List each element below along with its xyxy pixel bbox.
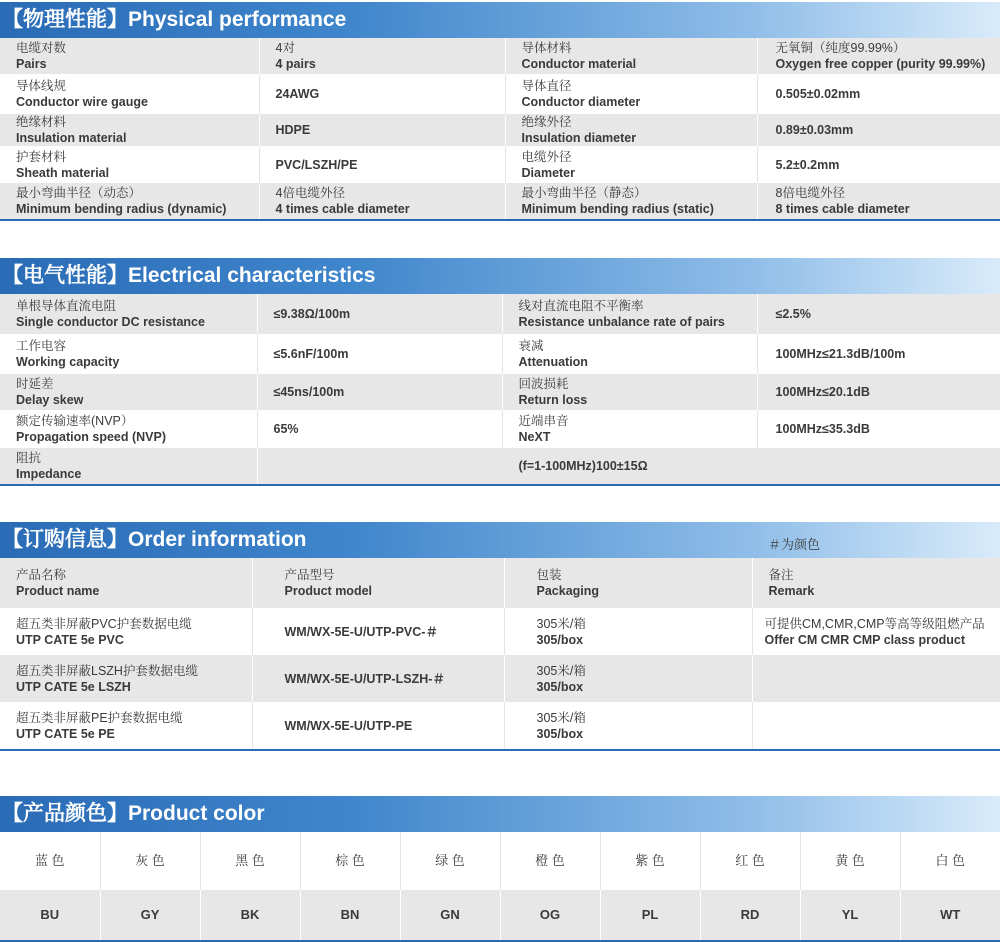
table-row xyxy=(0,183,1000,219)
remark-cell xyxy=(752,702,1000,749)
section-divider xyxy=(0,219,1000,221)
color-name: 蓝 色 xyxy=(0,832,100,890)
name-cell: 超五类非屏蔽LSZH护套数据电缆 UTP CATE 5e LSZH xyxy=(0,655,252,702)
label-cell: 阻抗 Impedance xyxy=(0,448,257,484)
color-name: 红 色 xyxy=(700,832,800,890)
table-row xyxy=(0,334,1000,374)
color-name: 绿 色 xyxy=(400,832,500,890)
impedance-row xyxy=(0,448,1000,484)
label-cell: 额定传输速率(NVP） Propagation speed (NVP) xyxy=(0,410,257,448)
value-cell: 8倍电缆外径 8 times cable diameter xyxy=(757,183,1000,219)
electrical-section xyxy=(0,258,1000,486)
label-cell: 最小弯曲半径（动态） Minimum bending radius (dynamic) xyxy=(0,183,259,219)
color-name: 黄 色 xyxy=(800,832,900,890)
label-cell: 工作电容 Working capacity xyxy=(0,334,257,374)
color-name: 白 色 xyxy=(900,832,1000,890)
table-row xyxy=(0,374,1000,410)
model-cell: WM/WX-5E-U/UTP-PVC-＃ xyxy=(252,608,504,655)
color-code: RD xyxy=(700,890,800,940)
color-title: 【产品颜色】Product color xyxy=(2,802,265,825)
header-cell: 产品型号 Product model xyxy=(252,558,504,608)
color-name: 棕 色 xyxy=(300,832,400,890)
section-divider xyxy=(0,484,1000,486)
label-cell: 线对直流电阻不平衡率 Resistance unbalance rate of pairs xyxy=(502,294,757,334)
remark-cell: 可提供CM,CMR,CMP等高等级阻燃产品 Offer CM CMR CMP class product xyxy=(752,608,1000,655)
label-cell: 近端串音 NeXT xyxy=(502,410,757,448)
pack-cell: 305米/箱 305/box xyxy=(504,702,752,749)
value-cell: 5.2±0.2mm xyxy=(757,146,1000,183)
pack-cell: 305米/箱 305/box xyxy=(504,608,752,655)
label-cell: 衰减 Attenuation xyxy=(502,334,757,374)
value-cell: ≤45ns/100m xyxy=(257,374,502,410)
value-cell: 无氧铜（纯度99.99%） Oxygen free copper (purity 99.99%) xyxy=(757,38,1000,74)
label-cell: 回波损耗 Return loss xyxy=(502,374,757,410)
color-code: WT xyxy=(900,890,1000,940)
model-cell: WM/WX-5E-U/UTP-LSZH-＃ xyxy=(252,655,504,702)
order-banner xyxy=(0,522,1000,558)
header-cell: 产品名称 Product name xyxy=(0,558,252,608)
label-cell: 单根导体直流电阻 Single conductor DC resistance xyxy=(0,294,257,334)
label-cell: 导体直径 Conductor diameter xyxy=(505,74,757,114)
physical-section xyxy=(0,2,1000,221)
model-cell: WM/WX-5E-U/UTP-PE xyxy=(252,702,504,749)
label-cell: 绝缘材料 Insulation material xyxy=(0,114,259,146)
color-code: BN xyxy=(300,890,400,940)
color-code: GN xyxy=(400,890,500,940)
color-name: 灰 色 xyxy=(100,832,200,890)
table-row xyxy=(0,702,1000,749)
table-row xyxy=(0,410,1000,448)
value-cell: ≤9.38Ω/100m xyxy=(257,294,502,334)
electrical-banner xyxy=(0,258,1000,294)
color-code: GY xyxy=(100,890,200,940)
color-code: BU xyxy=(0,890,100,940)
order-note: ＃为颜色 xyxy=(768,537,821,552)
order-section xyxy=(0,522,1000,751)
value-cell: 65% xyxy=(257,410,502,448)
header-cell: 包装 Packaging xyxy=(504,558,752,608)
value-cell: 100MHz≤35.3dB xyxy=(757,410,1000,448)
physical-banner xyxy=(0,2,1000,38)
order-title: 【订购信息】Order information xyxy=(2,528,307,551)
name-cell: 超五类非屏蔽PVC护套数据电缆 UTP CATE 5e PVC xyxy=(0,608,252,655)
color-code-row xyxy=(0,890,1000,940)
impedance-value-cell: (f=1-100MHz)100±15Ω xyxy=(257,448,1000,484)
color-code: PL xyxy=(600,890,700,940)
section-divider xyxy=(0,940,1000,942)
label-cell: 时延差 Delay skew xyxy=(0,374,257,410)
value-cell: ≤2.5% xyxy=(757,294,1000,334)
label-cell: 电缆外径 Diameter xyxy=(505,146,757,183)
electrical-table xyxy=(0,294,1000,484)
label-cell: 导体材料 Conductor material xyxy=(505,38,757,74)
value-cell: 100MHz≤20.1dB xyxy=(757,374,1000,410)
value-cell: 0.505±0.02mm xyxy=(757,74,1000,114)
section-divider xyxy=(0,749,1000,751)
electrical-title: 【电气性能】Electrical characteristics xyxy=(2,264,376,287)
value-cell: 4对 4 pairs xyxy=(259,38,505,74)
color-name: 黑 色 xyxy=(200,832,300,890)
value-cell: ≤5.6nF/100m xyxy=(257,334,502,374)
pack-cell: 305米/箱 305/box xyxy=(504,655,752,702)
label-cell: 护套材料 Sheath material xyxy=(0,146,259,183)
table-row xyxy=(0,146,1000,183)
table-row xyxy=(0,608,1000,655)
order-table xyxy=(0,558,1000,749)
color-code: YL xyxy=(800,890,900,940)
label-cell: 导体线规 Conductor wire gauge xyxy=(0,74,259,114)
color-table xyxy=(0,832,1000,940)
value-cell: 100MHz≤21.3dB/100m xyxy=(757,334,1000,374)
header-cell: 备注 Remark xyxy=(752,558,1000,608)
color-section xyxy=(0,796,1000,942)
value-cell: PVC/LSZH/PE xyxy=(259,146,505,183)
value-cell: HDPE xyxy=(259,114,505,146)
color-banner xyxy=(0,796,1000,832)
label-cell: 绝缘外径 Insulation diameter xyxy=(505,114,757,146)
physical-table xyxy=(0,38,1000,219)
value-cell: 24AWG xyxy=(259,74,505,114)
value-cell: 0.89±0.03mm xyxy=(757,114,1000,146)
color-code: BK xyxy=(200,890,300,940)
table-row xyxy=(0,38,1000,74)
name-cell: 超五类非屏蔽PE护套数据电缆 UTP CATE 5e PE xyxy=(0,702,252,749)
table-row xyxy=(0,74,1000,114)
remark-cell xyxy=(752,655,1000,702)
color-name: 橙 色 xyxy=(500,832,600,890)
table-row xyxy=(0,114,1000,146)
label-cell: 电缆对数 Pairs xyxy=(0,38,259,74)
table-row xyxy=(0,655,1000,702)
color-name: 紫 色 xyxy=(600,832,700,890)
table-row xyxy=(0,294,1000,334)
value-cell: 4倍电缆外径 4 times cable diameter xyxy=(259,183,505,219)
color-code: OG xyxy=(500,890,600,940)
label-cell: 最小弯曲半径（静态） Minimum bending radius (static) xyxy=(505,183,757,219)
physical-title: 【物理性能】Physical performance xyxy=(2,8,347,31)
color-name-row xyxy=(0,832,1000,890)
table-header-row xyxy=(0,558,1000,608)
